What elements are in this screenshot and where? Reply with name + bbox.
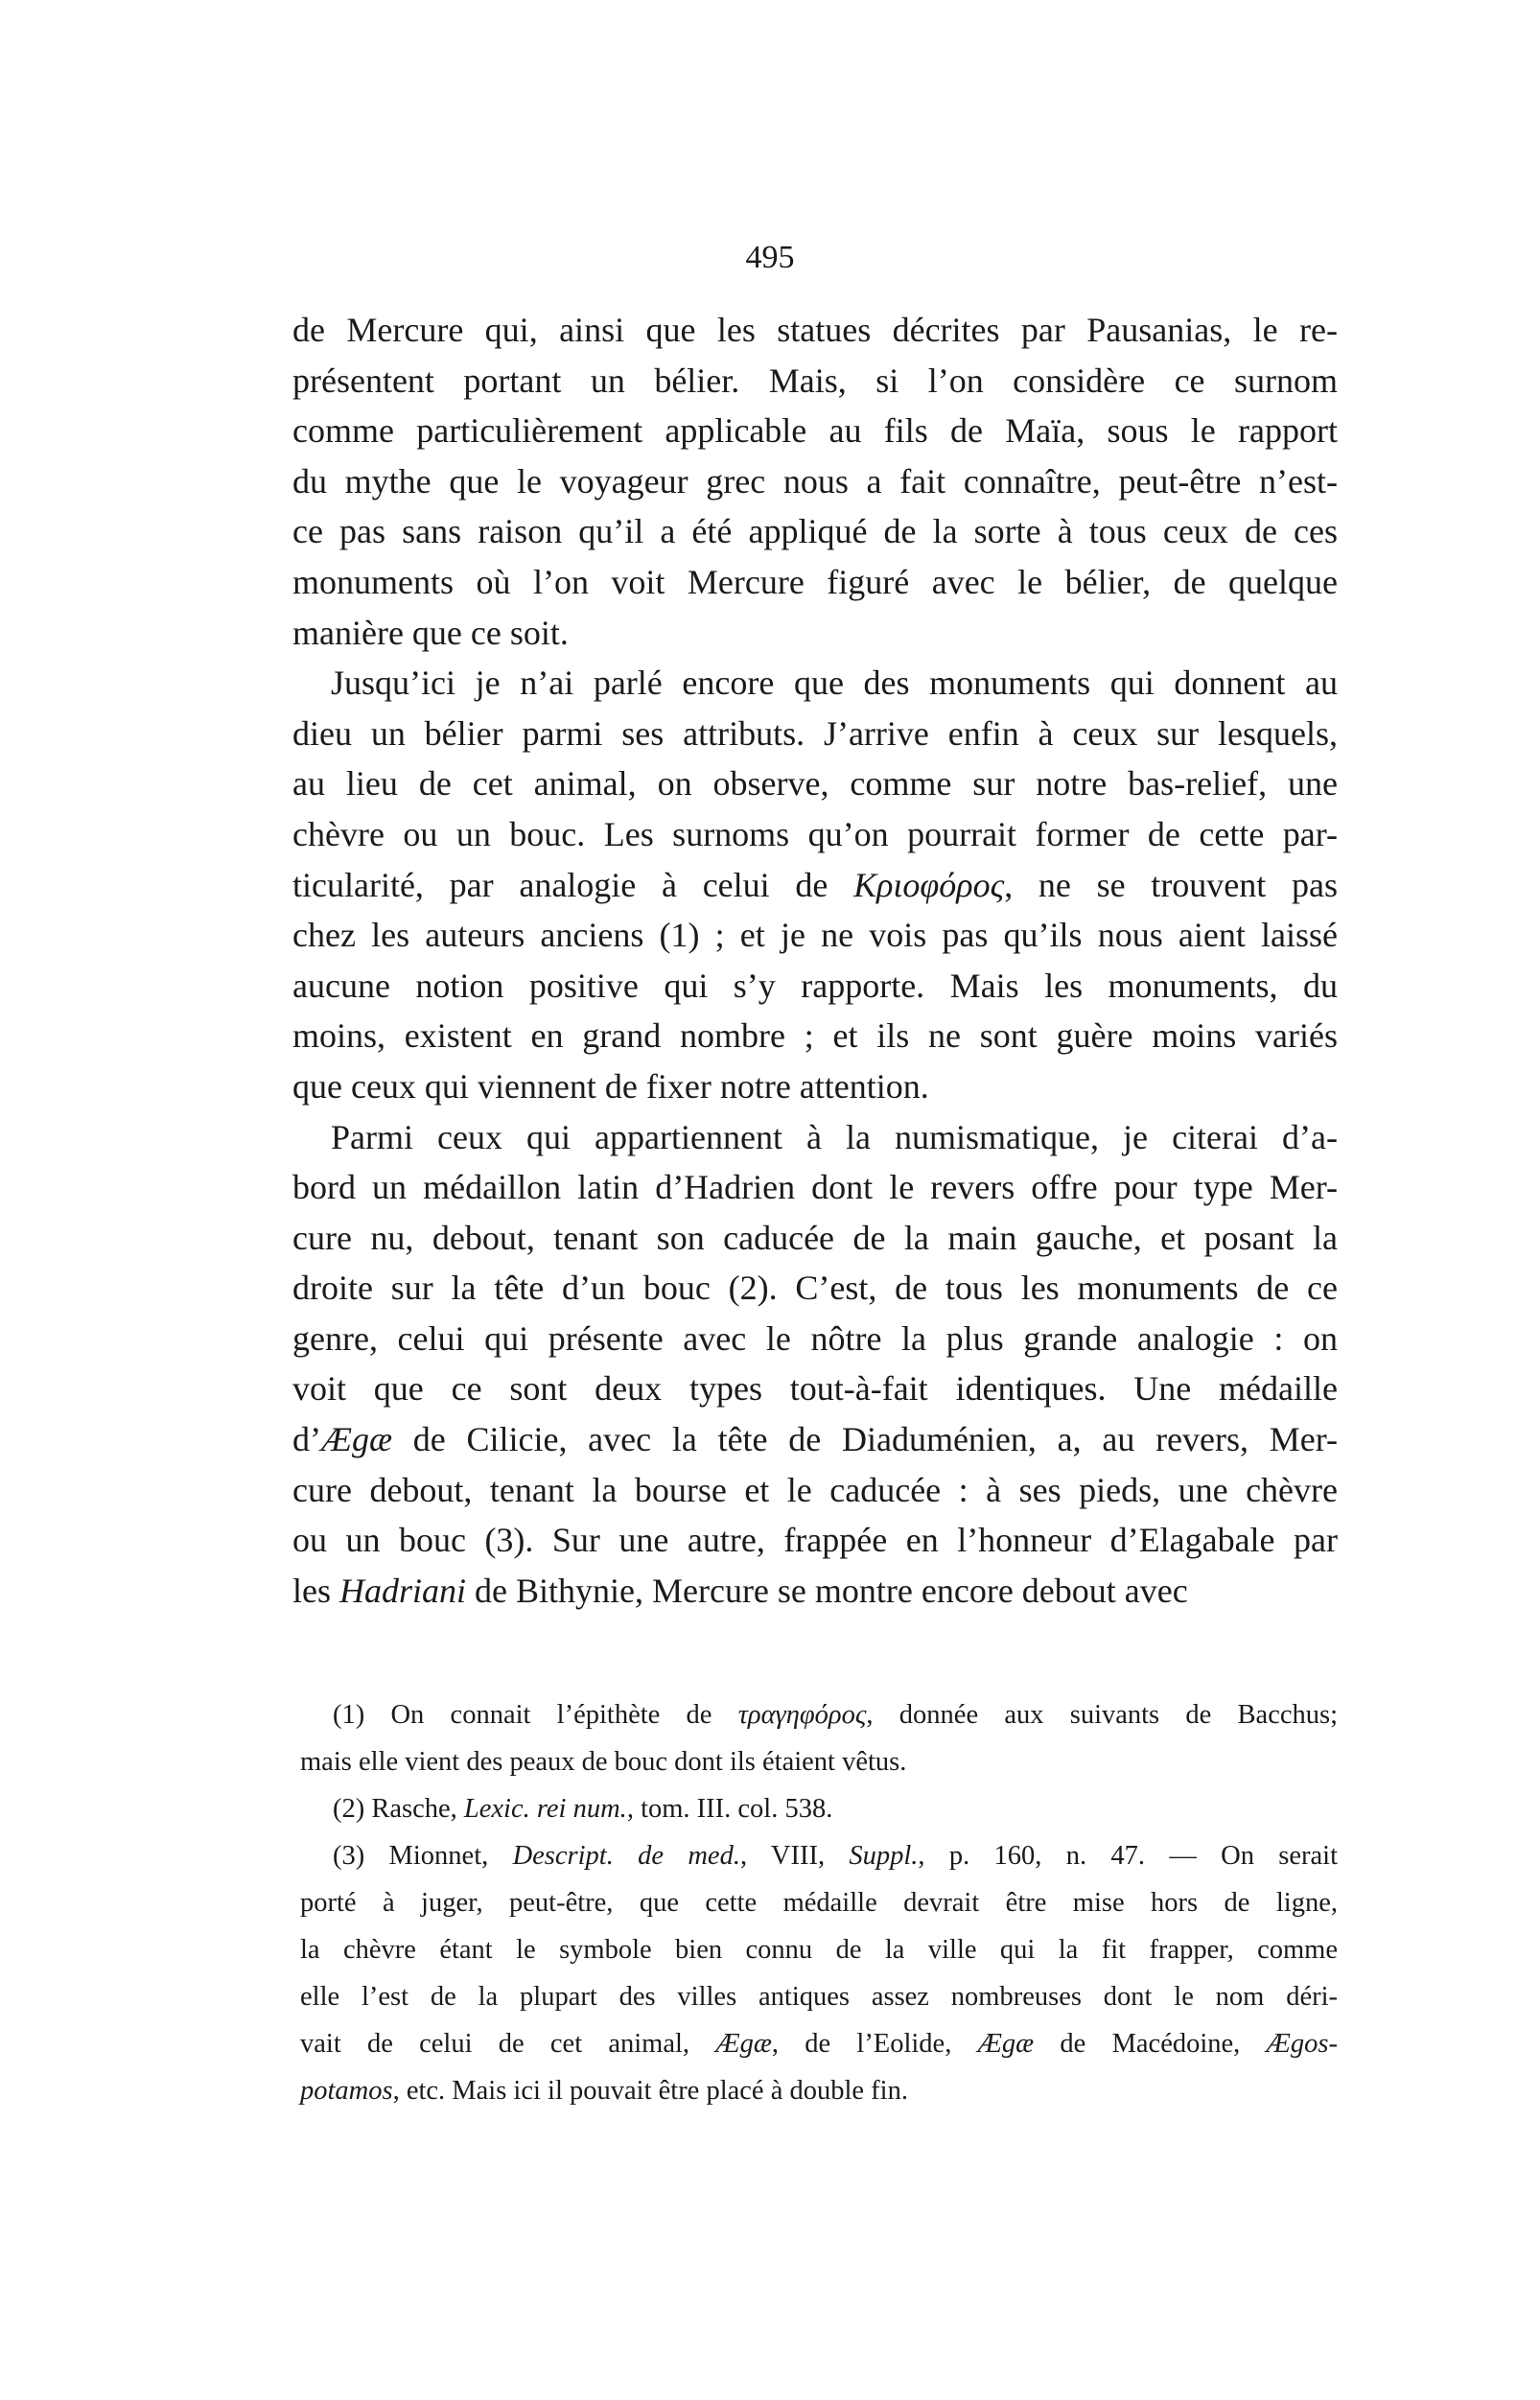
text-segment: Parmi ceux qui appartiennent à la numismatique, je citerai d’a- <box>331 1117 1338 1156</box>
text-segment: ticularité, par analogie à celui de <box>292 865 854 904</box>
text-segment: , de l’Eolide, <box>771 2029 978 2059</box>
text-line <box>292 860 1338 911</box>
text-line <box>292 1263 1338 1314</box>
text-segment: bord un médaillon latin d’Hadrien dont le revers offre pour type Mer- <box>292 1168 1338 1207</box>
text-line <box>292 506 1338 557</box>
footnote <box>300 1785 1338 1832</box>
text-segment: de Mercure qui, ainsi que les statues décrites par Pausanias, le re- <box>292 311 1338 349</box>
text-segment: ou un bouc (3). Sur une autre, frappée en l’honneur d’Elagabale par <box>292 1521 1338 1560</box>
text-segment: chez les auteurs anciens (1) ; et je ne vois pas qu’ils nous aient laissé <box>292 916 1338 955</box>
text-segment: la chèvre étant le symbole bien connu de la ville qui la fit frapper, comme <box>300 1935 1338 1965</box>
text-line <box>300 2067 1338 2114</box>
text-line <box>292 1363 1338 1414</box>
text-segment: aucune notion positive qui s’y rapporte. Mais les monuments, du <box>292 966 1338 1005</box>
text-segment: de Cilicie, avec la tête de Diaduménien, a, au revers, Mer- <box>392 1420 1338 1459</box>
text-segment: , etc. Mais ici il pouvait être placé à double fin. <box>392 2076 908 2106</box>
text-line <box>300 1785 1338 1832</box>
text-line <box>300 1832 1338 1879</box>
text-segment: porté à juger, peut-être, que cette médaille devrait être mise hors de ligne, <box>300 1888 1338 1918</box>
text-segment: , donnée aux suivants de Bacchus; <box>866 1700 1339 1730</box>
italic-text: Lexic. rei num. <box>463 1794 627 1824</box>
text-line <box>292 1061 1338 1112</box>
text-segment: que ceux qui viennent de fixer notre attention. <box>292 1066 929 1106</box>
text-line <box>292 961 1338 1012</box>
italic-text: Κριοφόρος <box>853 865 1005 904</box>
text-line <box>292 1414 1338 1465</box>
text-segment: chèvre ou un bouc. Les surnoms qu’on pourrait former de cette par- <box>292 814 1338 853</box>
page-number: 495 <box>745 240 795 275</box>
text-segment: les <box>292 1571 339 1610</box>
text-segment: de Bithynie, Mercure se montre encore debout avec <box>466 1571 1188 1610</box>
italic-text: Ægæ <box>715 2029 772 2059</box>
text-line <box>292 709 1338 759</box>
text-line <box>292 1314 1338 1364</box>
text-segment: (2) Rasche, <box>333 1794 464 1824</box>
text-segment: , ne se trouvent pas <box>1004 865 1338 904</box>
text-segment: mais elle vient des peaux de bouc dont ils étaient vêtus. <box>300 1747 907 1777</box>
text-segment: elle l’est de la plupart des villes antiques assez nombreuses dont le nom déri- <box>300 1982 1338 2012</box>
text-segment: du mythe que le voyageur grec nous a fait connaître, peut-être n’est- <box>292 461 1338 501</box>
footnote <box>300 1832 1338 2114</box>
text-line <box>292 608 1338 659</box>
paragraph <box>292 1112 1338 1617</box>
text-segment: vait de celui de cet animal, <box>300 2029 716 2059</box>
paragraph <box>292 305 1338 658</box>
text-segment: monuments où l’on voit Mercure figuré avec le bélier, de quelque <box>292 562 1338 601</box>
text-segment: cure debout, tenant la bourse et le caducée : à ses pieds, une chèvre <box>292 1470 1338 1509</box>
main-text <box>292 305 1338 1616</box>
text-segment: moins, existent en grand nombre ; et ils ne sont guère moins variés <box>292 1016 1338 1056</box>
text-segment: (1) On connait l’épithète de <box>333 1700 738 1730</box>
footnote <box>300 1691 1338 1785</box>
text-line <box>300 1973 1338 2020</box>
text-line <box>300 1926 1338 1973</box>
italic-text: Ægæ <box>321 1420 393 1459</box>
italic-text: Suppl. <box>849 1841 919 1871</box>
text-line <box>292 1515 1338 1566</box>
text-segment: manière que ce soit. <box>292 613 569 652</box>
italic-text: τραγηφόρος <box>737 1700 867 1730</box>
text-segment: genre, celui qui présente avec le nôtre la plus grande analogie : on <box>292 1318 1338 1358</box>
text-segment: dieu un bélier parmi ses attributs. J’arrive enfin à ceux sur lesquels, <box>292 713 1338 753</box>
text-segment: , tom. III. col. 538. <box>626 1794 833 1824</box>
text-line <box>292 1112 1338 1163</box>
text-line <box>292 809 1338 860</box>
text-segment: (3) Mionnet, <box>333 1841 513 1871</box>
italic-text: Ægæ <box>977 2029 1035 2059</box>
footnotes <box>300 1691 1338 2114</box>
text-line <box>292 456 1338 507</box>
text-line <box>292 910 1338 961</box>
italic-text: Ægos- <box>1266 2029 1338 2059</box>
text-line <box>292 1162 1338 1213</box>
text-segment: voit que ce sont deux types tout-à-fait identiques. Une médaille <box>292 1369 1338 1409</box>
text-line <box>292 356 1338 407</box>
text-segment: d’ <box>292 1420 321 1459</box>
text-line <box>292 557 1338 608</box>
italic-text: Hadriani <box>339 1571 467 1610</box>
text-line <box>292 406 1338 456</box>
text-line <box>300 1691 1338 1738</box>
text-line <box>300 1738 1338 1785</box>
italic-text: Descript. de med. <box>512 1841 740 1871</box>
text-line <box>300 1879 1338 1926</box>
text-segment: cure nu, debout, tenant son caducée de la main gauche, et posant la <box>292 1218 1338 1257</box>
text-segment: ce pas sans raison qu’il a été appliqué de la sorte à tous ceux de ces <box>292 512 1338 551</box>
text-line <box>292 1213 1338 1264</box>
italic-text: potamos <box>300 2076 393 2106</box>
text-segment: droite sur la tête d’un bouc (2). C’est, de tous les monuments de ce <box>292 1269 1338 1308</box>
text-line <box>292 658 1338 709</box>
text-segment: comme particulièrement applicable au fils de Maïa, sous le rapport <box>292 411 1338 451</box>
text-line <box>292 758 1338 809</box>
text-segment: Jusqu’ici je n’ai parlé encore que des monuments qui donnent au <box>331 664 1338 703</box>
text-segment: présentent portant un bélier. Mais, si l’on considère ce surnom <box>292 361 1338 400</box>
text-line <box>292 1465 1338 1516</box>
text-line <box>292 1566 1338 1617</box>
text-segment: au lieu de cet animal, on observe, comme sur notre bas-relief, une <box>292 764 1338 804</box>
text-line <box>300 2020 1338 2067</box>
text-line <box>292 1011 1338 1061</box>
text-segment: , VIII, <box>739 1841 850 1871</box>
text-line <box>292 305 1338 356</box>
text-segment: , p. 160, n. 47. — On serait <box>918 1841 1339 1871</box>
paragraph <box>292 658 1338 1111</box>
text-segment: de Macédoine, <box>1034 2029 1267 2059</box>
